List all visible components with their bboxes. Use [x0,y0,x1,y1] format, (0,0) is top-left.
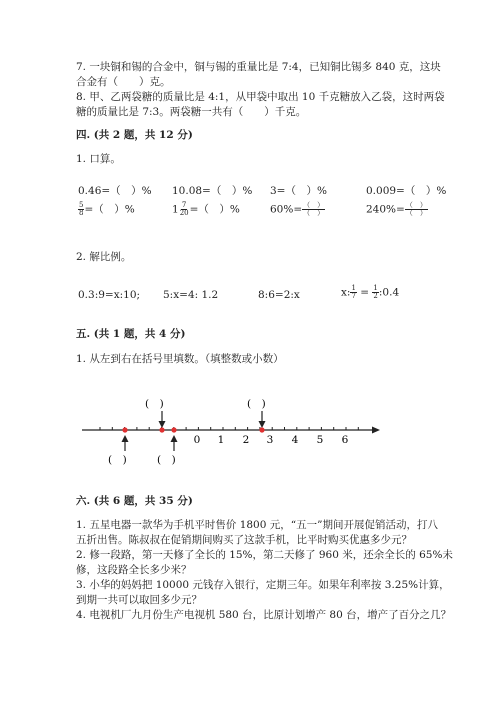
blank-above-2: ( ) [247,398,266,410]
section-4-q2-title: 2. 解比例。 [76,251,132,263]
number-line-marker [122,427,127,432]
oral-calc-6: 1 $\frac{7}{20}$ =（ ）% [172,201,240,217]
arrow-down-icon [259,411,266,428]
tick-label-2: 2 [242,434,250,446]
section-5-q1-title: 1. 从左到右在括号里填数。（填整数或小数） [76,353,284,365]
section-4-q1-title: 1. 口算。 [76,153,121,165]
word-problem-1-line-2: 五折出售。陈叔叔在促销期间购买了这款手机，比平时购买优惠多少元？ [76,534,412,546]
word-problem-2-line-2: 修，这段路全长多少米？ [76,564,192,576]
word-problem-3-line-2: 到期一共可以取回多少元？ [76,594,202,606]
blank-below-2: ( ) [157,454,176,466]
tick-label-6: 6 [341,434,349,446]
q8-line-2: 糖的质量比是 7:3。两袋糖一共有（ ）千克。 [76,106,307,118]
oral-calc-3: 3=（ ）% [270,185,327,197]
tick-label-4: 4 [291,434,299,446]
ratio-4: x: $\frac{1}{7}$ = $\frac{1}{2}$ :0.4 [341,284,400,300]
section-4-heading: 四. (共 2 题，共 12 分) [76,129,193,141]
oral-calc-5: $\frac{5}{8}$ =（ ）% [79,201,135,217]
arrow-down-icon [159,411,166,428]
blank-above-1: ( ) [145,398,164,410]
ratio-2: 5:x=4: 1.2 [163,289,219,301]
tick-label-5: 5 [316,434,324,446]
oral-calc-1: 0.46=（ ）% [78,185,152,197]
number-line-marker [159,427,164,432]
section-6-heading: 六. (共 6 题，共 35 分) [76,495,193,507]
q7-line-2: 合金有（ ）克。 [76,76,171,88]
blank-below-1: ( ) [108,454,127,466]
word-problem-4-line-1: 4. 电视机厂九月份生产电视机 580 台，比原计划增产 80 台，增产了百分之几？ [76,609,452,621]
number-line-marker [259,427,264,432]
arrow-up-icon [122,435,129,451]
ratio-1: 0.3:9=x:10; [78,289,141,301]
oral-calc-4: 0.009=（ ）% [366,185,447,197]
oral-calc-2: 10.08=（ ）% [172,185,253,197]
number-line-marker [171,427,176,432]
section-5-heading: 五. (共 1 题，共 4 分) [76,328,186,340]
tick-label-1: 1 [217,434,225,446]
tick-label-3: 3 [266,434,274,446]
arrow-up-icon [171,435,178,451]
ratio-3: 8:6=2:x [258,289,300,301]
word-problem-1-line-1: 1. 五星电器一款华为手机平时售价 1800 元，“五一”期间开展促销活动，打八 [76,519,438,531]
q8-line-1: 8. 甲、乙两袋糖的质量比是 4:1，从甲袋中取出 10 千克糖放入乙袋，这时两袋 [76,91,445,103]
oral-calc-8: 240%= $\frac{( )}{( )}$ [366,201,427,217]
word-problem-3-line-1: 3. 小华的妈妈把 10000 元钱存入银行，定期三年。如果年利率按 3.25%计算， [76,579,450,591]
q7-line-1: 7. 一块铜和锡的合金中，铜与锡的重量比是 7:4，已知铜比锡多 840 克，这块 [76,61,441,73]
oral-calc-7: 60%= $\frac{( )}{( )}$ [270,201,325,217]
word-problem-2-line-1: 2. 修一段路，第一天修了全长的 15%，第二天修了 960 米，还余全长的 65%未 [76,549,453,561]
tick-label-0: 0 [193,434,201,446]
